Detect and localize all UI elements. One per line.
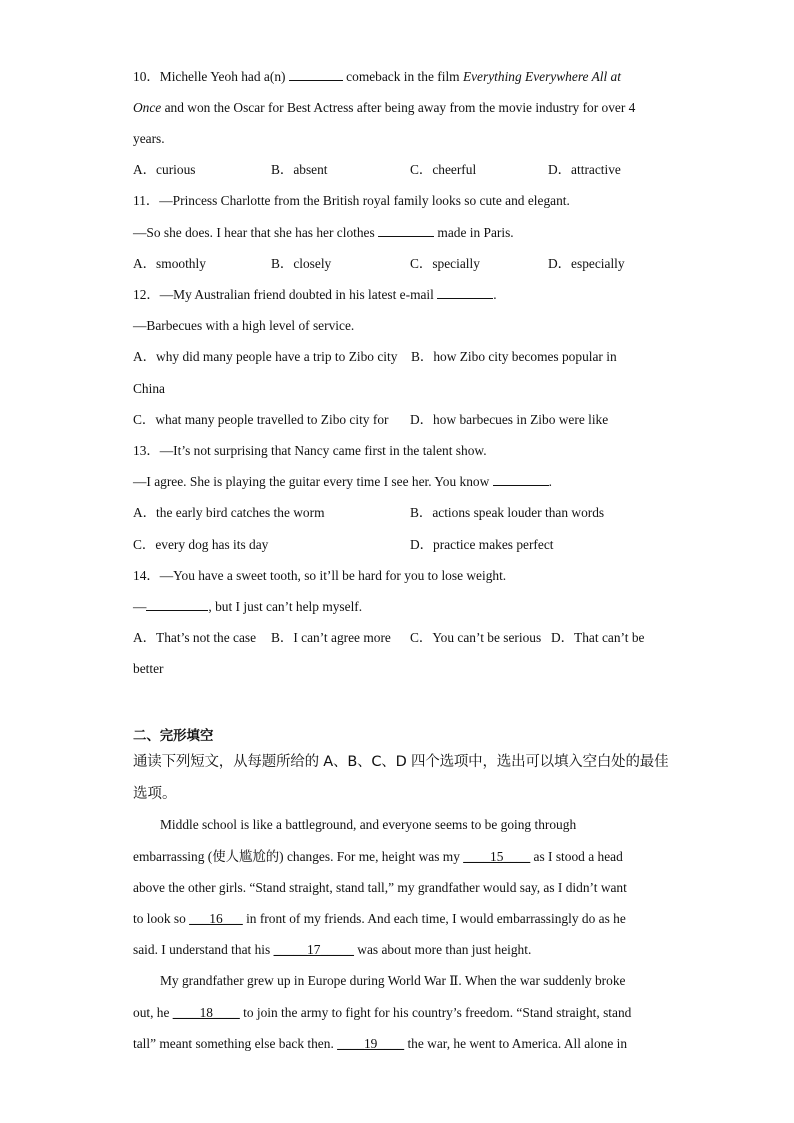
question-text: made in Paris. (434, 225, 514, 240)
question-13: 13．—It’s not surprising that Nancy came first in the talent show. (133, 443, 487, 458)
option-a: A．the early bird catches the worm (133, 505, 325, 520)
passage-text: to join the army to fight for his country’s freedom. “Stand straight, stand (239, 1005, 632, 1020)
question-text: , but I just can’t help myself. (208, 599, 363, 614)
blank-15: ____15____ (463, 849, 531, 864)
passage-text: tall” meant something else back then. (133, 1036, 338, 1051)
question-text: 12．—My Australian friend doubted in his latest e-mail (133, 287, 438, 302)
option-d: D．how barbecues in Zibo were like (410, 412, 609, 427)
option-c: C．cheerful (410, 162, 477, 177)
question-11-reply (133, 223, 514, 243)
option-b: B．absent (271, 162, 328, 177)
question-10-line-2 (133, 98, 635, 118)
question-text: —So she does. I hear that she has her clothes (133, 225, 379, 240)
blank-16: ___16___ (189, 911, 243, 926)
option-b: B．actions speak louder than words (410, 505, 605, 520)
question-14-reply (133, 597, 362, 617)
passage-line: My grandfather grew up in Europe during World War Ⅱ. When the war suddenly broke (160, 973, 626, 988)
question-text: . (493, 287, 497, 302)
passage-text: as I stood a head (530, 849, 623, 864)
option-d: D．practice makes perfect (410, 537, 554, 552)
passage-line (133, 1003, 631, 1023)
question-text: — (133, 599, 147, 614)
passage-line: Middle school is like a battleground, and everyone seems to be going through (160, 817, 577, 832)
film-title: Once (133, 100, 162, 115)
section-instructions: 通读下列短文，从每题所给的 A、B、C、D 四个选项中，选出可以填入空白处的最佳 (133, 754, 669, 770)
answer-blank (289, 68, 343, 81)
question-text: and won the Oscar for Best Actress after being away from the movie industry for over 4 (161, 100, 636, 115)
passage-text: in front of my friends. And each time, I would embarrassingly do as he (242, 911, 626, 926)
option-c: C．specially (410, 256, 480, 271)
option-d-continued: better (133, 661, 164, 676)
question-10 (133, 67, 621, 87)
option-b-continued: China (133, 381, 165, 396)
passage-line (133, 847, 623, 867)
option-a: A．why did many people have a trip to Zibo city (133, 349, 398, 364)
answer-blank (493, 473, 549, 486)
question-12 (133, 285, 497, 305)
passage-line (133, 940, 531, 960)
question-14: 14．—You have a sweet tooth, so it’ll be hard for you to lose weight. (133, 568, 507, 583)
passage-text: the war, he went to America. All alone in (404, 1036, 628, 1051)
option-b: B．I can’t agree more (271, 630, 391, 645)
question-12-reply: —Barbecues with a high level of service. (133, 318, 355, 333)
passage-line (133, 909, 626, 929)
answer-blank (378, 224, 434, 237)
question-10-line-3: years. (133, 131, 165, 146)
passage-line (133, 1034, 627, 1054)
option-c: C．You can’t be serious (410, 630, 542, 645)
question-number: 10． (133, 69, 160, 84)
question-13-reply (133, 472, 552, 492)
blank-17: _____17_____ (273, 942, 354, 957)
answer-blank (146, 598, 208, 611)
section-instructions-2: 选项。 (133, 786, 177, 802)
passage-text: was about more than just height. (353, 942, 532, 957)
passage-line: above the other girls. “Stand straight, stand tall,” my grandfather would say, as I didn’t want (133, 880, 627, 895)
question-text: Michelle Yeoh had a(n) (159, 69, 289, 84)
option-c: C．every dog has its day (133, 537, 269, 552)
option-a: A．smoothly (133, 256, 206, 271)
option-b: B．how Zibo city becomes popular in (411, 349, 617, 364)
film-title: Everything Everywhere All at (462, 69, 621, 84)
passage-text: said. I understand that his (133, 942, 274, 957)
passage-text: to look so (133, 911, 190, 926)
option-a: A．curious (133, 162, 196, 177)
passage-text: embarrassing (使人尴尬的) changes. For me, height was my (133, 849, 464, 864)
question-11: 11．—Princess Charlotte from the British royal family looks so cute and elegant. (133, 193, 570, 208)
question-text: —I agree. She is playing the guitar every time I see her. You know (133, 474, 493, 489)
option-d: D．attractive (548, 162, 621, 177)
question-text: . (548, 474, 552, 489)
option-d: D．especially (548, 256, 625, 271)
option-d: D．That can’t be (551, 630, 645, 645)
option-c: C．what many people travelled to Zibo city for (133, 412, 389, 427)
passage-text: out, he (133, 1005, 173, 1020)
section-heading: 二、完形填空 (133, 729, 214, 744)
blank-18: ____18____ (172, 1005, 240, 1020)
option-a: A．That’s not the case (133, 630, 257, 645)
option-b: B．closely (271, 256, 332, 271)
answer-blank (437, 286, 493, 299)
question-text: comeback in the film (342, 69, 463, 84)
blank-19: ____19____ (337, 1036, 405, 1051)
